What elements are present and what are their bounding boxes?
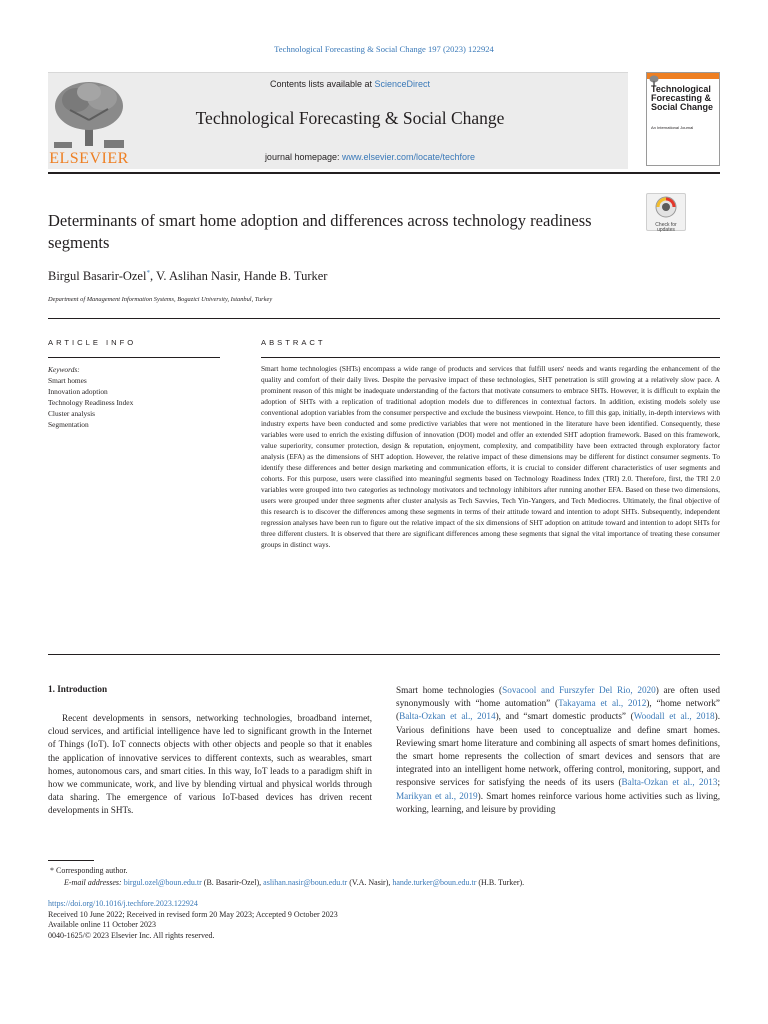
cover-title: Technological Forecasting & Social Change <box>651 84 714 112</box>
section-heading-introduction: 1. Introduction <box>48 684 108 694</box>
homepage-prefix: journal homepage: <box>264 152 342 162</box>
journal-cover-thumbnail[interactable] <box>646 72 720 166</box>
introduction-paragraph-continued <box>396 684 720 816</box>
author-list <box>48 269 327 284</box>
available-online-date: Available online 11 October 2023 <box>48 920 156 930</box>
abstract-end-rule <box>48 654 720 655</box>
citation-link[interactable]: Sovacool and Furszyfer Del Rio, 2020 <box>502 685 656 695</box>
email-link[interactable]: aslihan.nasir@boun.edu.tr <box>263 878 348 887</box>
keywords-block <box>48 364 133 430</box>
citation-link[interactable]: Woodall et al., 2018 <box>633 711 715 722</box>
author-name[interactable]: Birgul Basarir-Ozel <box>48 269 147 284</box>
contents-prefix: Contents lists available at <box>269 79 375 89</box>
abstract-heading: ABSTRACT <box>261 338 326 347</box>
doi-link[interactable]: https://doi.org/10.1016/j.techfore.2023.122924 <box>48 899 198 908</box>
publisher-wordmark: ELSEVIER <box>49 150 129 167</box>
introduction-paragraph: Recent developments in sensors, networking technologies, broadband internet, cloud services, and artificial intelligence have led to significant growth in the Internet of Things (IoT). IoT connects objects with other objects and people so that it enables the application of innovative services to different contexts, such as wearables, smart homes, autonomous cars, and smart cities. In this way, IoT leads to a paradigm shift in how we communicate, work, and live by blending virtual and physical worlds through data sharing. The emergence of various IoT-based devices has driven recent developments in SHTs. <box>48 713 372 816</box>
article-info-heading: ARTICLE INFO <box>48 338 137 347</box>
body-text: ). Various definitions have been used to conceptualize and define smart homes. Reviewing smart home literature and combining all aspects of smart homes definitions, the smart home represents the collection of smart devices and sensors that are integrated into an intelligent home network, offering control, monitoring, support, and responsive services for satisfying the needs of its users ( <box>396 711 721 788</box>
check-for-updates-button[interactable] <box>646 193 686 231</box>
co-authors: , V. Aslihan Nasir, Hande B. Turker <box>149 269 328 284</box>
corresponding-author-footnote: * Corresponding author. <box>50 866 128 875</box>
body-text: ) are often used synonymously with “home automation” ( <box>396 685 720 709</box>
authors-rule <box>48 318 720 319</box>
email-owner: (B. Basarir-Ozel), <box>201 878 264 887</box>
running-head[interactable]: Technological Forecasting & Social Change 197 (2023) 122924 <box>274 44 494 54</box>
abstract-text: Smart home technologies (SHTs) encompass a wide range of products and services that fulfill users' needs and wants regarding the enhancement of the quality and comfort of their daily lives. Despite the pervasive impact of these technologies, SHT penetration is still growing at a relatively slow pace. A prominent reason of this might be inadequate understanding of the factors that motivate consumers to embrace SHTs. However, it is difficult to explain the adoption of SHTs with a replication of traditional adoption models due to differences in contextual factors. In addition, existing models solely use conventional adoption variables from the consumer perspective and exclude the business viewpoint. Hence, to fill this gap, initially, in-depth interviews with industry experts have been conducted and some predictive variables that were not mentioned in the literature have been identified. Consequently, these variables were used to enrich the existing diffusion of innovation (DOI) model and offer an extended SHT adoption framework. Based on this framework, value superiority, consumer protection, design & reputation, enjoyment, complexity, and compatibility have been extracted through exploratory factor analysis (EFA) as the dimensions of SHT adoption. However, the relative impact of these dimensions may be different for distinct consumer segments. To identify these differences and better design marketing and communication efforts, it is crucial to consider different characteristics of user segments and cohorts. For this purpose, users were classified into meaningful segments based on Technology Readiness Index (TRI) 2.0. Therefore, first, the TRI 2.0 variables were grouped into two categories as technology motivators and technology inhibitors after running another EFA. Based on these two dimensions, users were grouped under three segments after cluster analysis as Tech Savvies, Tech Yin-Yangers, and Tech Mediocres. Ultimately, the final objective of this research is to discover the differences among these segments in terms of their attitude toward and intention to adopt SHTs. Subsequently, independent regression analyses have been run to figure out the relative impact of the six dimensions of SHT adoption on attitude toward and intention to adopt SHTs for three different clusters. It is observed that there are significant differences among these segments that signal the vital importance of treating these consumer groups in distinct ways. <box>261 364 720 549</box>
citation-link[interactable]: Takayama et al., 2012 <box>558 698 647 709</box>
body-text: ; <box>717 777 720 788</box>
email-link[interactable]: birgul.ozel@boun.edu.tr <box>123 878 202 887</box>
check-updates-icon <box>655 196 677 218</box>
corresponding-author-mark[interactable]: * <box>146 269 150 277</box>
article-info-rule <box>48 357 220 358</box>
email-owner: (V.A. Nasir), <box>347 878 393 887</box>
journal-homepage-link[interactable]: www.elsevier.com/locate/techfore <box>342 152 476 162</box>
citation-link[interactable]: Balta-Ozkan et al., 2013 <box>621 777 718 788</box>
check-updates-label: Check for updates <box>655 222 677 233</box>
sciencedirect-link[interactable]: ScienceDirect <box>374 79 431 89</box>
body-text: ). Smart homes reinforce various home activities such as living, working, learning, and leisure by providing <box>396 790 720 814</box>
email-label: E-mail addresses: <box>64 878 124 887</box>
journal-homepage-line <box>140 152 600 162</box>
received-dates: Received 10 June 2022; Received in revised form 20 May 2023; Accepted 9 October 2023 <box>48 909 338 919</box>
masthead-rule <box>48 172 720 174</box>
author-affiliation: Department of Management Information Systems, Bogazici University, Istanbul, Turkey <box>48 296 273 303</box>
article-title: Determinants of smart home adoption and differences across technology readiness segments <box>48 211 592 252</box>
keyword: Innovation adoption <box>48 387 108 396</box>
keywords-label: Keywords: <box>48 365 80 374</box>
journal-title[interactable]: Technological Forecasting & Social Change <box>195 108 505 128</box>
copyright-line: 0040-1625/© 2023 Elsevier Inc. All rights reserved. <box>48 930 215 940</box>
contents-available-line <box>140 79 560 89</box>
abstract-rule <box>261 357 720 358</box>
citation-link[interactable]: Marikyan et al., 2019 <box>396 790 478 801</box>
body-text: ), “home network” ( <box>396 698 720 722</box>
email-footnote <box>64 878 524 887</box>
keyword: Cluster analysis <box>48 409 96 418</box>
publication-info <box>48 899 338 941</box>
citation-link[interactable]: Balta-Ozkan et al., 2014 <box>399 711 496 722</box>
cover-subtitle: An International Journal <box>651 125 694 130</box>
body-text: ), and “smart domestic products” ( <box>495 711 634 722</box>
email-owner: (H.B. Turker). <box>476 878 525 887</box>
keyword: Segmentation <box>48 420 89 429</box>
body-text: Smart home technologies ( <box>396 685 503 695</box>
footnote-rule <box>48 860 94 861</box>
keyword: Smart homes <box>48 376 87 385</box>
keyword: Technology Readiness Index <box>48 398 134 407</box>
email-link[interactable]: hande.turker@boun.edu.tr <box>392 878 477 887</box>
